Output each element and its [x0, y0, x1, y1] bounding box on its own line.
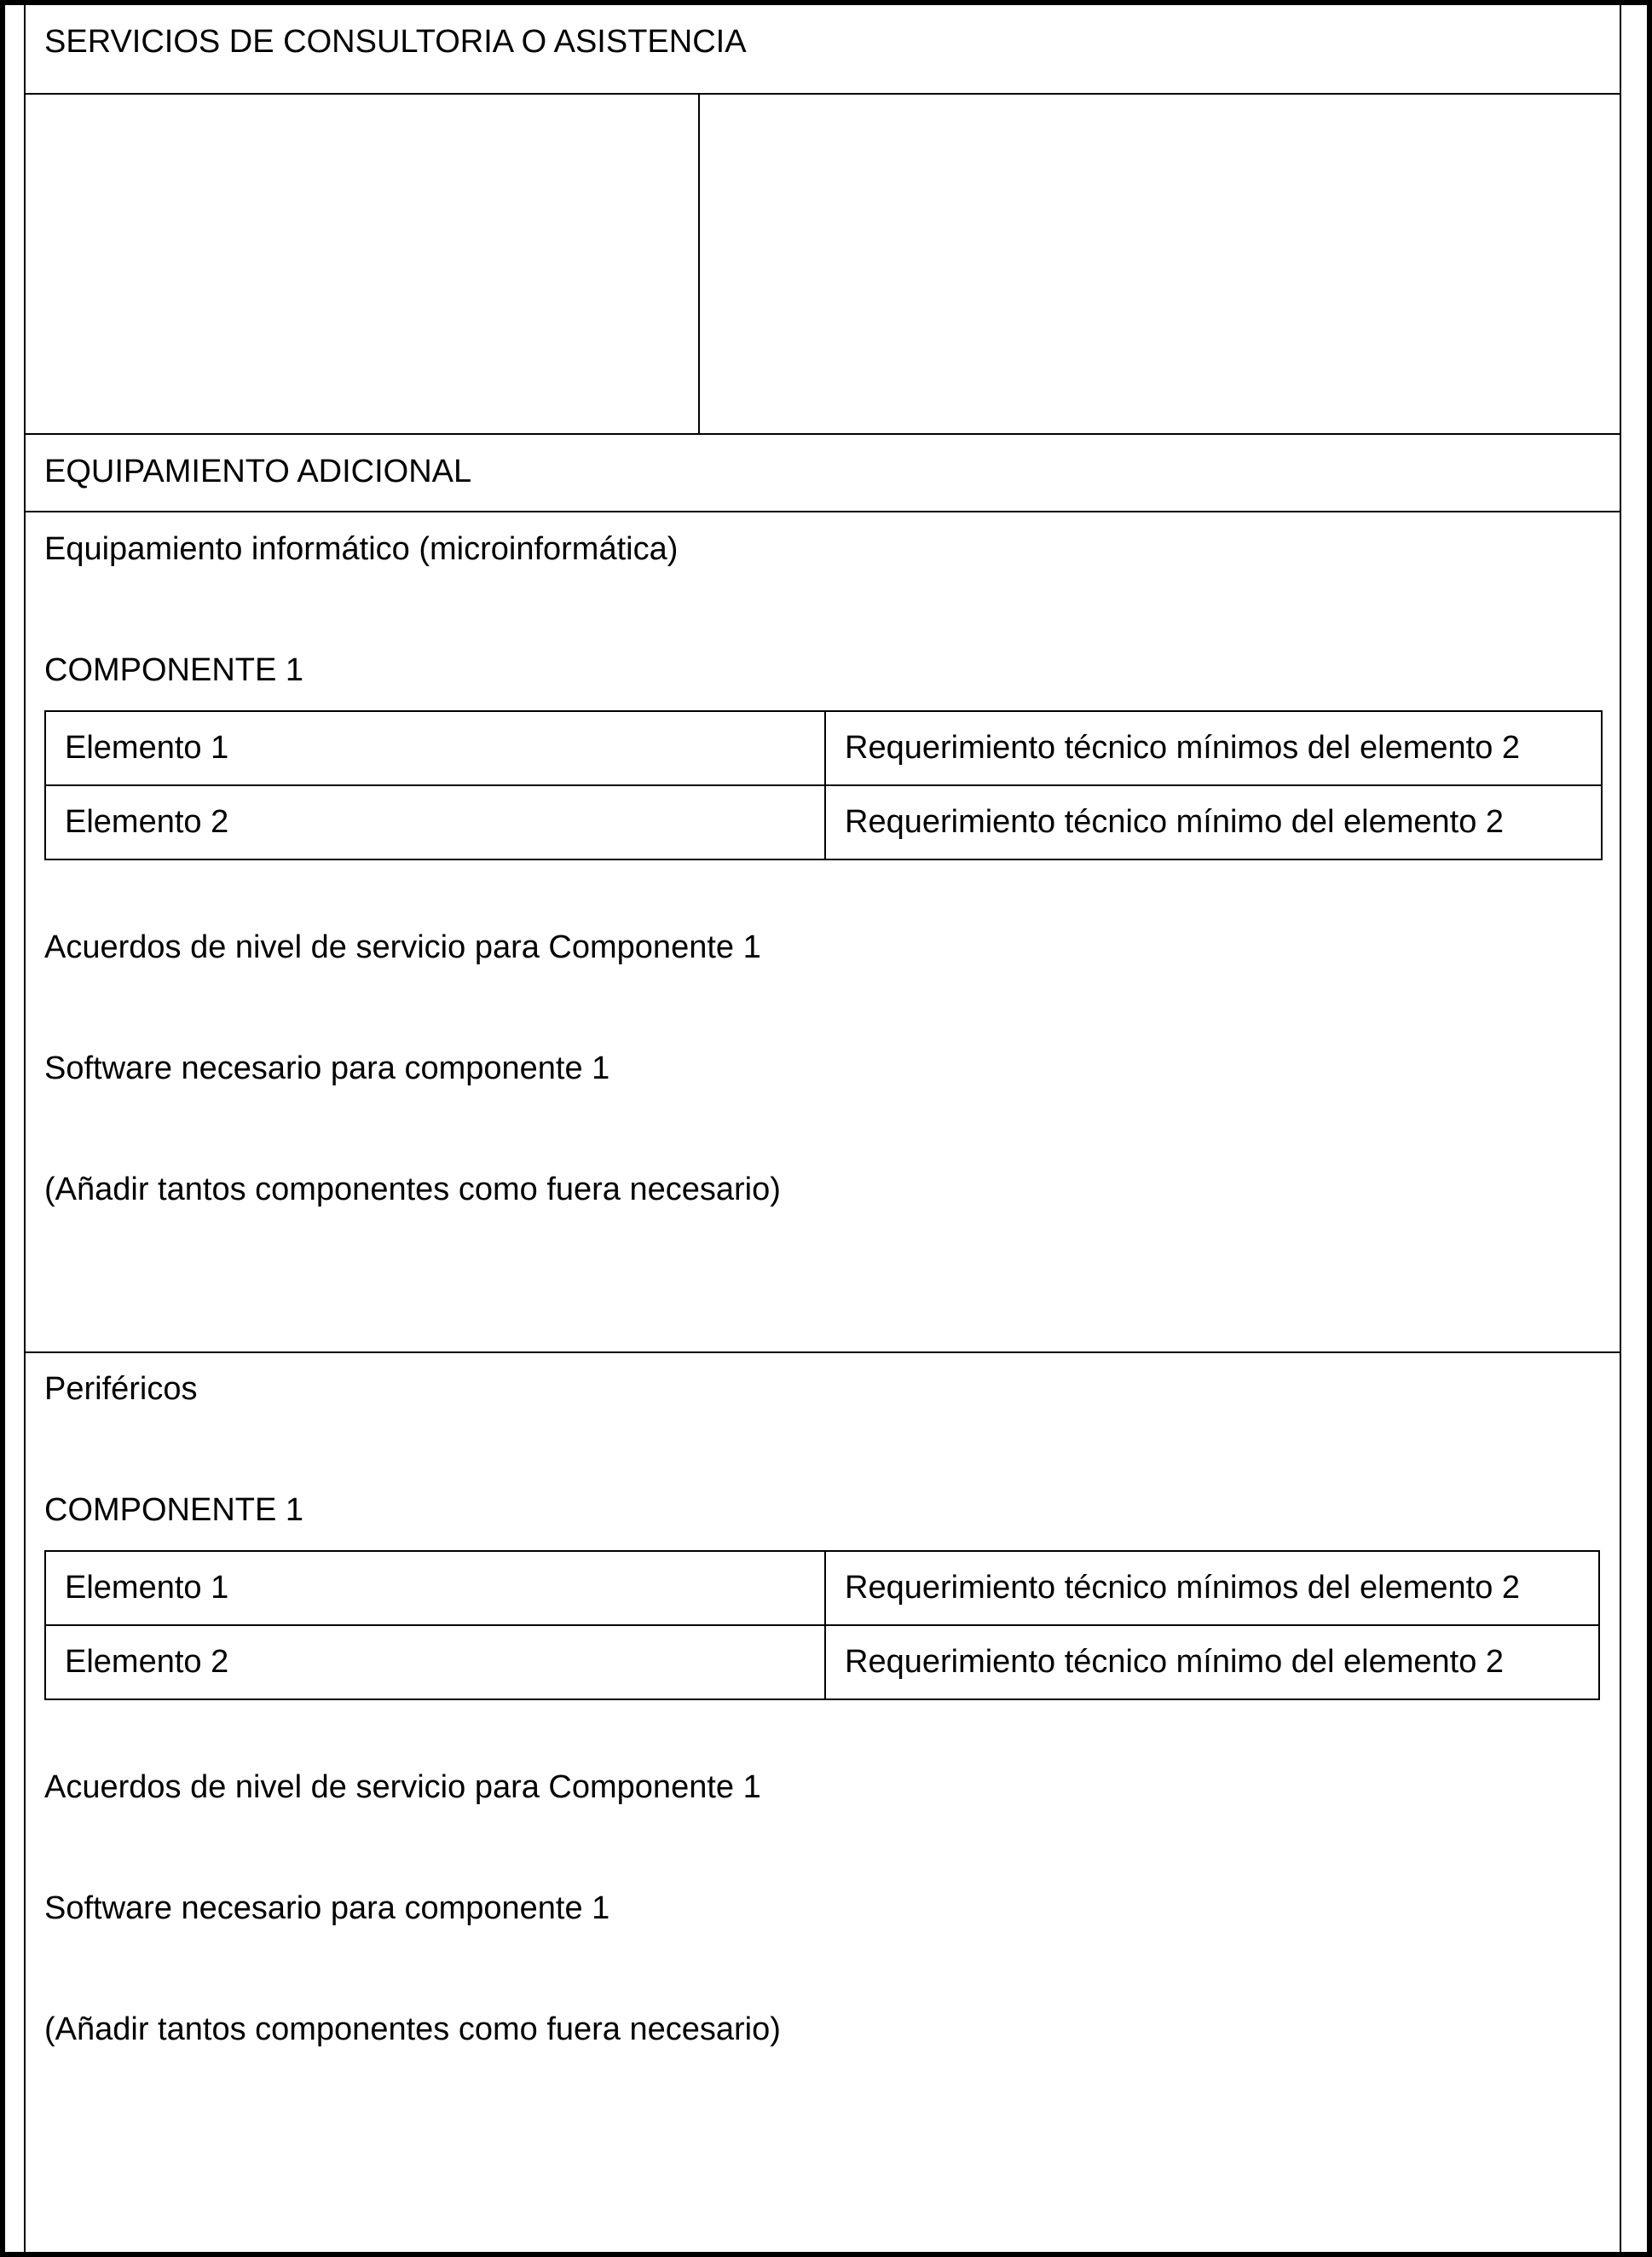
section-title-consultoria: SERVICIOS DE CONSULTORIA O ASISTENCIA	[44, 24, 747, 60]
empty-cell-left	[26, 95, 698, 433]
component-title: COMPONENTE 1	[44, 652, 304, 688]
divider-after-informatico	[24, 1351, 1621, 1353]
note-text: (Añadir tantos componentes como fuera necesario)	[44, 1172, 781, 1207]
component-title: COMPONENTE 1	[44, 1492, 304, 1528]
software-text: Software necesario para componente 1	[44, 1050, 610, 1086]
element-cell: Elemento 1	[45, 1551, 825, 1625]
component-spec-table	[44, 710, 1603, 860]
table-row	[45, 1625, 1599, 1699]
table-row	[45, 1551, 1599, 1625]
element-cell: Elemento 2	[45, 785, 825, 859]
requirement-cell: Requerimiento técnico mínimos del elemento 2	[825, 711, 1602, 785]
note-text: (Añadir tantos componentes como fuera necesario)	[44, 2011, 781, 2047]
software-text: Software necesario para componente 1	[44, 1890, 610, 1926]
block-heading: Equipamiento informático (microinformática)	[44, 531, 679, 567]
component-spec-table	[44, 1550, 1600, 1700]
table-row	[45, 711, 1602, 785]
element-cell: Elemento 2	[45, 1625, 825, 1699]
sla-text: Acuerdos de nivel de servicio para Componente 1	[44, 929, 761, 965]
divider-after-empty-cells	[24, 433, 1621, 435]
requirement-cell: Requerimiento técnico mínimos del elemento 2	[825, 1551, 1599, 1625]
sla-text: Acuerdos de nivel de servicio para Componente 1	[44, 1769, 761, 1805]
block-heading: Periféricos	[44, 1371, 198, 1407]
inner-border-right	[1620, 0, 1621, 2257]
requirement-cell: Requerimiento técnico mínimo del elemento 2	[825, 1625, 1599, 1699]
empty-cell-right	[700, 95, 1620, 433]
divider-after-equipamiento	[24, 511, 1621, 512]
section-title-equipamiento: EQUIPAMIENTO ADICIONAL	[44, 454, 472, 489]
table-row	[45, 785, 1602, 859]
element-cell: Elemento 1	[45, 711, 825, 785]
requirement-cell: Requerimiento técnico mínimo del elemento 2	[825, 785, 1602, 859]
